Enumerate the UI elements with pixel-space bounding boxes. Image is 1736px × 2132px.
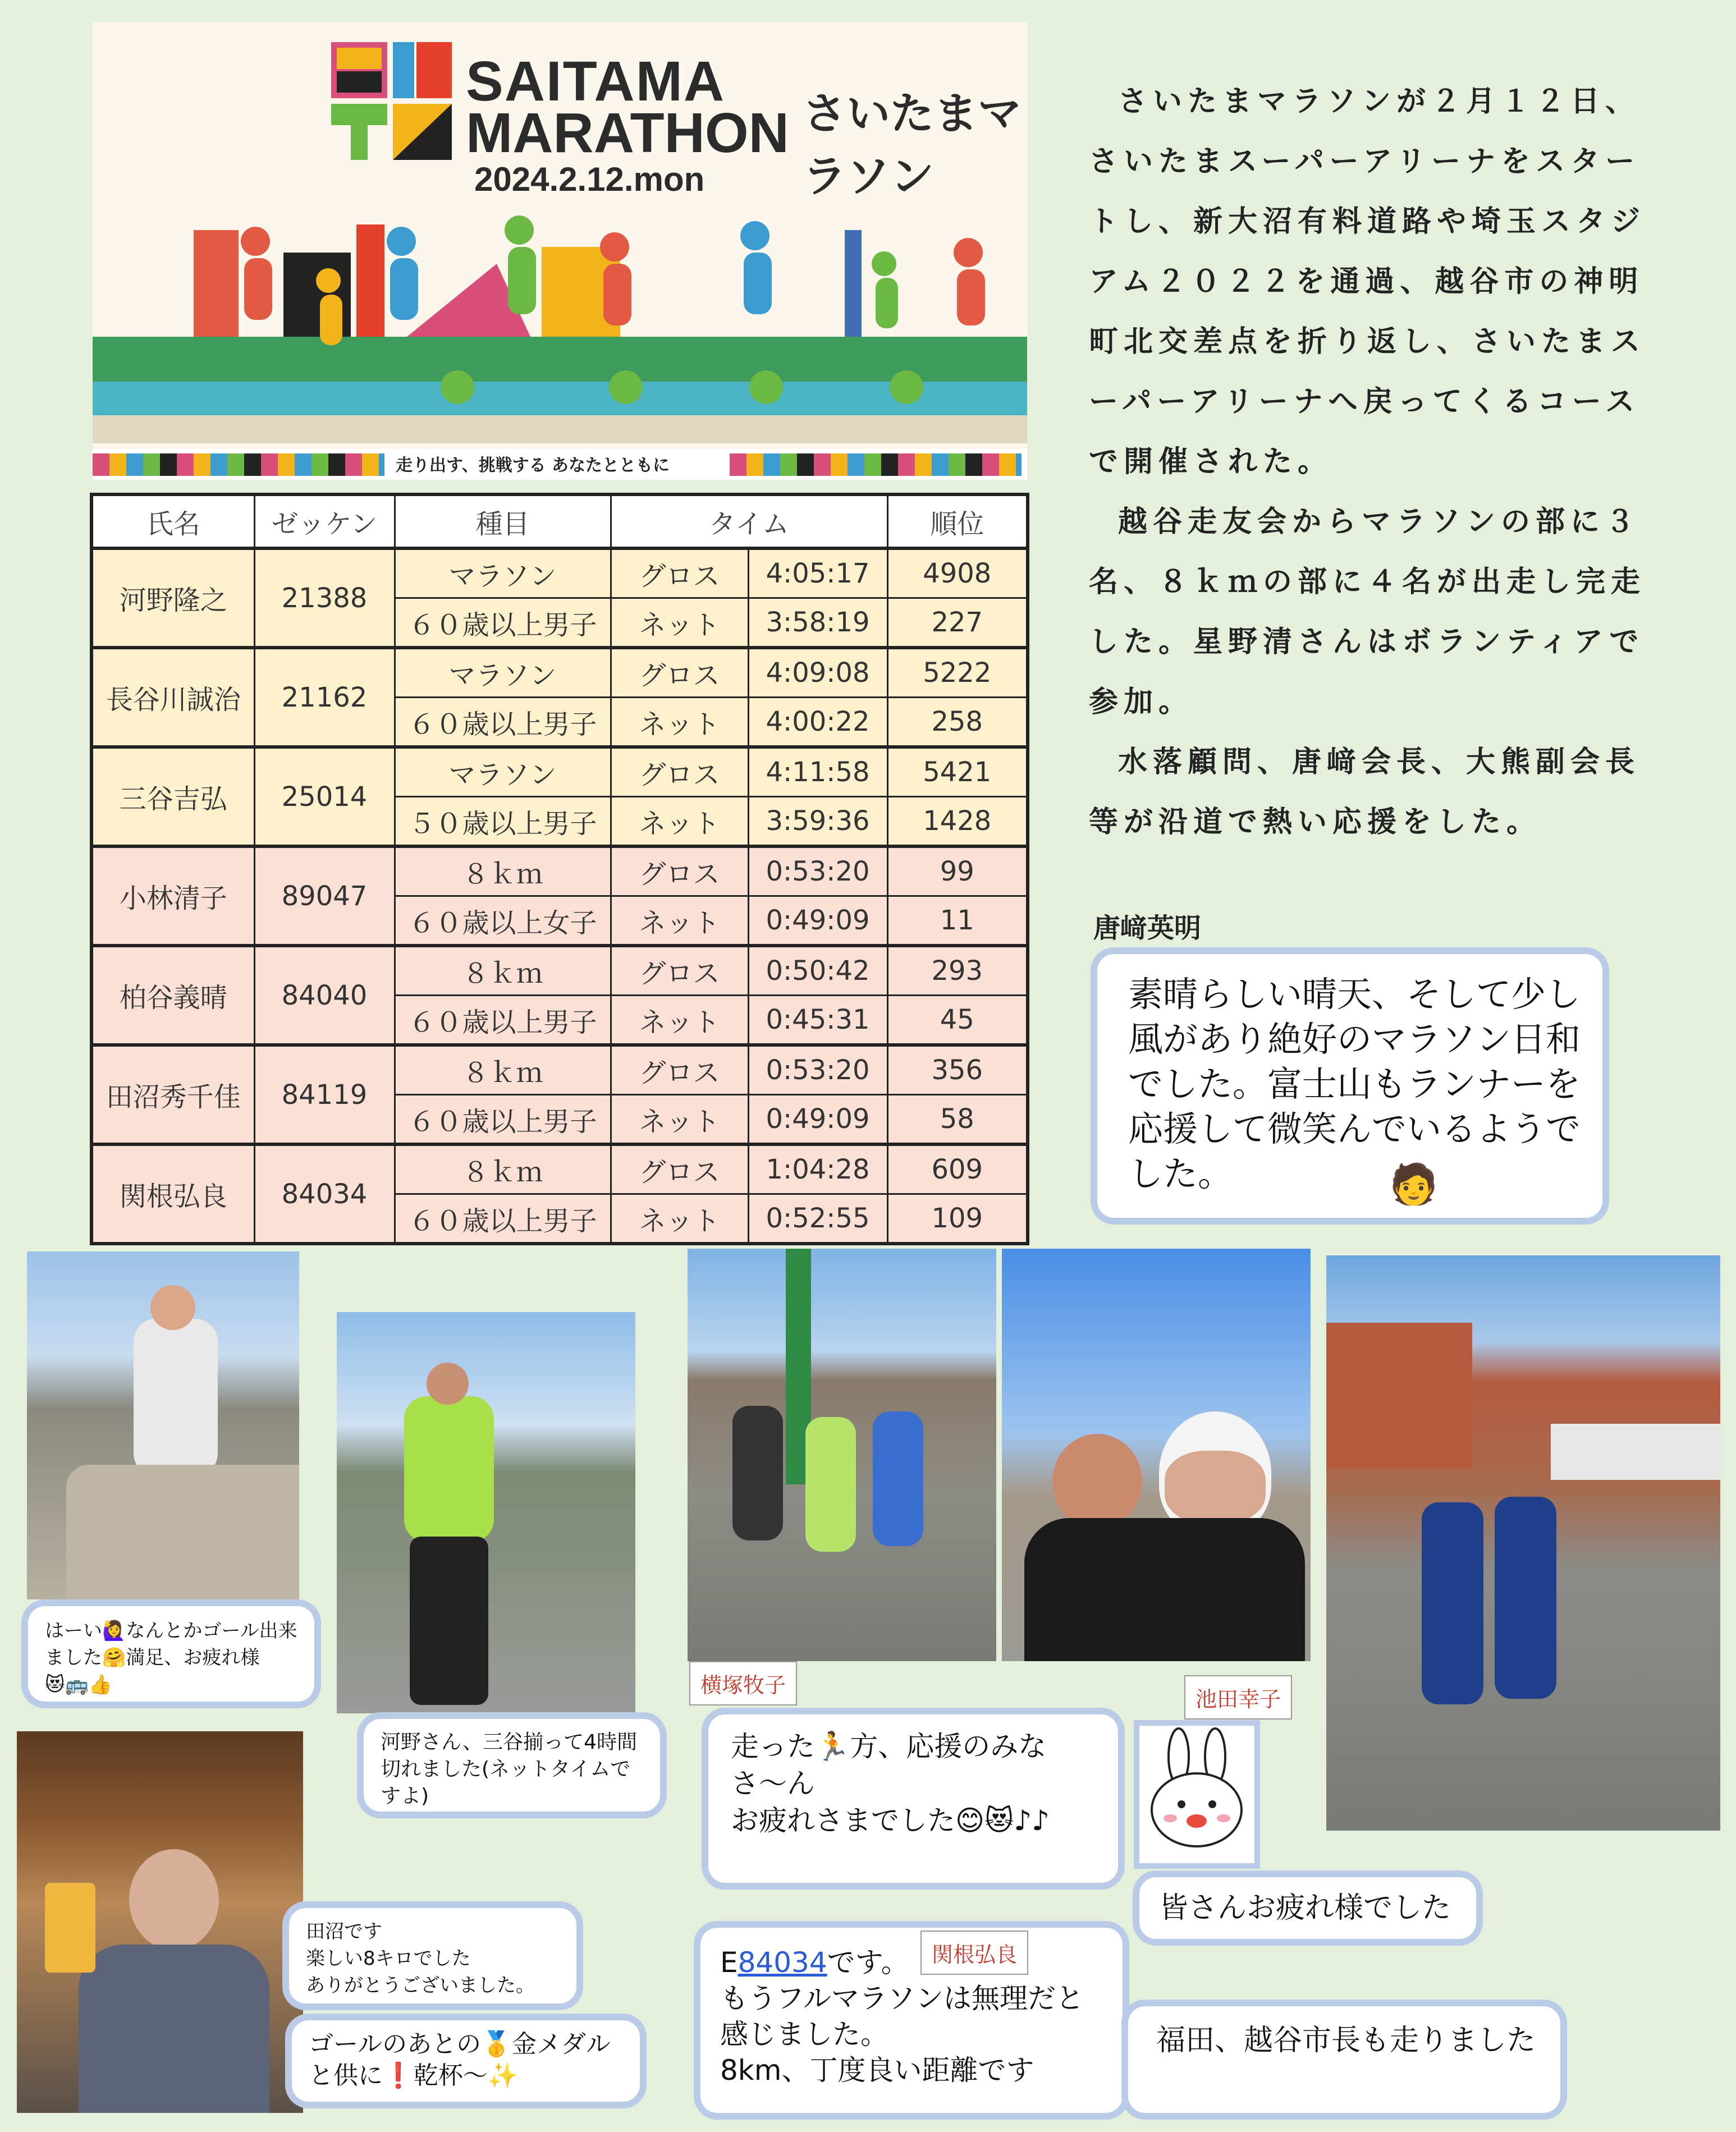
chat-text: 皆さんお疲れ様でした — [1159, 1891, 1451, 1925]
runner-legs — [410, 1537, 488, 1705]
photo-runner-seated — [27, 1251, 299, 1599]
gross-label: グロス — [611, 846, 748, 896]
runner-bib: 89047 — [254, 846, 395, 946]
chat-text: もうフルマラソンは無理だと感じました。 8km、丁度良い距離です — [720, 1982, 1084, 2087]
rabbit-icon — [1139, 1726, 1254, 1863]
result-group — [91, 1045, 1028, 1144]
commenter-name: 唐﨑英明 — [1093, 913, 1202, 944]
chat-text: です。 — [827, 1946, 909, 1979]
result-group — [91, 946, 1028, 1045]
poster-title-jp: さいたまマラソン — [803, 89, 1022, 201]
runner-name: 関根弘良 — [91, 1144, 254, 1244]
result-group — [91, 548, 1028, 648]
table-row — [91, 747, 1028, 797]
net-time: 4:00:22 — [748, 698, 887, 748]
table-row — [91, 846, 1028, 896]
table-header-row — [91, 494, 1028, 548]
stone-wall — [66, 1465, 299, 1599]
chat-text: 素晴らしい晴天、そして少し風があり絶好のマラソン日和でした。富士山もランナーを応援して微笑んでいるようでした。 — [1128, 974, 1581, 1194]
beer-mug — [45, 1883, 95, 1973]
runner-event: ８ｋｍ — [395, 1144, 611, 1194]
commenter-name-tag: 横塚牧子 — [689, 1661, 797, 1705]
gross-rank: 293 — [887, 946, 1028, 996]
table-row — [91, 1045, 1028, 1095]
runner-name: 長谷川誠治 — [91, 648, 254, 747]
table-row — [91, 548, 1028, 598]
results-table — [90, 493, 1029, 1245]
runner-bib: 21388 — [254, 548, 395, 648]
article-paragraph: 水落顧問、唐﨑会長、大熊副会長等が沿道で熱い応援をした。 — [1089, 745, 1641, 839]
runner-bib: 84119 — [254, 1045, 395, 1144]
event-service-building — [1551, 1424, 1720, 1480]
gross-time: 4:11:58 — [748, 747, 887, 797]
net-label: ネット — [611, 896, 748, 946]
commenter-name-tag: 池田幸子 — [1184, 1675, 1292, 1720]
runner-figure — [873, 1411, 923, 1546]
gross-time: 0:50:42 — [748, 946, 887, 996]
photo-runners-street — [688, 1249, 996, 1661]
banner-logo-pattern-right — [730, 453, 1022, 476]
gross-rank: 5222 — [887, 648, 1028, 698]
result-group — [91, 747, 1028, 846]
commenter-name-tag: 関根弘良 — [920, 1931, 1028, 1975]
runner-figure — [1422, 1502, 1483, 1704]
gross-time: 1:04:28 — [748, 1144, 887, 1194]
runner-head — [427, 1363, 469, 1405]
table-row — [91, 946, 1028, 996]
poster-title-line1: SAITAMA — [466, 50, 726, 113]
runner-category: ６０歳以上女子 — [395, 896, 611, 946]
runner-event: マラソン — [395, 648, 611, 698]
runner-name: 田沼秀千佳 — [91, 1045, 254, 1144]
gross-label: グロス — [611, 1045, 748, 1095]
runner-bib: 84040 — [254, 946, 395, 1045]
chat-text: 田沼です 楽しい8キロでした ありがとうございました。 — [306, 1920, 535, 1997]
net-time: 0:49:09 — [748, 896, 887, 946]
saitama-marathon-logo — [331, 42, 452, 160]
net-label: ネット — [611, 1194, 748, 1244]
person-face — [1165, 1451, 1266, 1524]
net-label: ネット — [611, 698, 748, 748]
runner-category: ６０歳以上男子 — [395, 598, 611, 648]
net-rank: 227 — [887, 598, 1028, 648]
runner-name: 河野隆之 — [91, 548, 254, 648]
runner-figure — [805, 1417, 856, 1552]
rabbit-sticker — [1139, 1726, 1254, 1863]
runner-category: ６０歳以上男子 — [395, 1194, 611, 1244]
gross-time: 4:09:08 — [748, 648, 887, 698]
runner-figure — [404, 1396, 494, 1542]
gross-time: 0:53:20 — [748, 1045, 887, 1095]
chat-text: ゴールのあとの🥇金メダルと供に❗乾杯〜✨ — [309, 2030, 611, 2090]
smile-emoji-icon: 🧑 — [1389, 1161, 1439, 1207]
runner-event: ８ｋｍ — [395, 1045, 611, 1095]
runner-event: ８ｋｍ — [395, 946, 611, 996]
runner-name: 小林清子 — [91, 846, 254, 946]
poster-title-line2: MARATHON — [466, 102, 789, 164]
runner-bib: 25014 — [254, 747, 395, 846]
gross-rank: 356 — [887, 1045, 1028, 1095]
photo-runners-turnpoint — [1326, 1255, 1720, 1831]
runner-event: ８ｋｍ — [395, 846, 611, 896]
person-body — [79, 1945, 269, 2113]
net-label: ネット — [611, 598, 748, 648]
chat-bubble — [1097, 954, 1602, 1218]
chat-bubble — [700, 1928, 1123, 2113]
net-rank: 58 — [887, 1095, 1028, 1145]
chat-text: はーい🙋‍♀️なんとかゴール出来ました🤗満足、お疲れ様 😻🚌👍 — [45, 1620, 297, 1696]
poster-tagline: 走り出す、挑戦する あなたとともに — [396, 456, 670, 475]
bib-link[interactable]: 84034 — [738, 1946, 827, 1979]
runner-category: ６０歳以上男子 — [395, 1095, 611, 1145]
header-rank: 順位 — [887, 494, 1028, 548]
gross-time: 0:53:20 — [748, 846, 887, 896]
net-time: 0:52:55 — [748, 1194, 887, 1244]
article-body — [1089, 72, 1650, 852]
net-time: 0:49:09 — [748, 1095, 887, 1145]
runner-name: 三谷吉弘 — [91, 747, 254, 846]
runner-figure — [1495, 1497, 1556, 1699]
chat-bubble — [292, 2020, 640, 2102]
runner-head — [150, 1285, 195, 1330]
runner-event: マラソン — [395, 747, 611, 797]
header-name: 氏名 — [91, 494, 254, 548]
banner-logo-pattern-left — [93, 453, 384, 476]
runner-event: マラソン — [395, 548, 611, 598]
result-group — [91, 648, 1028, 747]
runner-bib: 84034 — [254, 1144, 395, 1244]
gross-rank: 99 — [887, 846, 1028, 896]
gross-label: グロス — [611, 946, 748, 996]
runner-figure — [134, 1319, 218, 1476]
gross-label: グロス — [611, 1144, 748, 1194]
net-label: ネット — [611, 1095, 748, 1145]
net-rank: 109 — [887, 1194, 1028, 1244]
net-time: 3:59:36 — [748, 797, 887, 847]
gross-rank: 609 — [887, 1144, 1028, 1194]
gross-label: グロス — [611, 747, 748, 797]
chat-bubble — [289, 1908, 576, 2003]
table-row — [91, 1144, 1028, 1194]
person-body — [1024, 1518, 1305, 1661]
marathon-poster — [93, 22, 1027, 480]
poster-banner — [93, 449, 1027, 480]
runner-category: ６０歳以上男子 — [395, 698, 611, 748]
runner-category: ５０歳以上男子 — [395, 797, 611, 847]
result-group — [91, 846, 1028, 946]
brick-building — [1326, 1323, 1472, 1469]
table-row — [91, 648, 1028, 698]
poster-date: 2024.2.12.mon — [474, 161, 705, 198]
net-rank: 11 — [887, 896, 1028, 946]
gross-label: グロス — [611, 548, 748, 598]
runner-figure — [732, 1406, 783, 1540]
chat-text: 走った🏃方、応援のみなさ〜ん お疲れさまでした😊😻♪♪ — [731, 1730, 1050, 1837]
chat-text: 福田、越谷市長も走りました — [1156, 2024, 1536, 2057]
chat-text-prefix: E — [720, 1946, 738, 1979]
result-group — [91, 1144, 1028, 1244]
header-bib: ゼッケン — [254, 494, 395, 548]
net-rank: 258 — [887, 698, 1028, 748]
person-head — [1052, 1434, 1142, 1529]
runner-name: 柏谷義晴 — [91, 946, 254, 1045]
runner-bib: 21162 — [254, 648, 395, 747]
chat-bubble — [1139, 1877, 1476, 1939]
net-label: ネット — [611, 996, 748, 1046]
person-head — [129, 1849, 219, 1950]
net-rank: 45 — [887, 996, 1028, 1046]
net-time: 3:58:19 — [748, 598, 887, 648]
net-rank: 1428 — [887, 797, 1028, 847]
article-paragraph: さいたまマラソンが２月１２日、さいたまスーパーアリーナをスタートし、新大沼有料道路や埼玉スタジアム２０２２を通過、越谷市の神明町北交差点を折り返し、さいたまスーパーアリーナへ戻ってくるコースで開催された。 — [1089, 85, 1646, 479]
chat-bubble — [364, 1719, 660, 1812]
header-event: 種目 — [395, 494, 611, 548]
runners-illustration — [93, 208, 1027, 443]
chat-bubble — [708, 1714, 1118, 1883]
net-label: ネット — [611, 797, 748, 847]
header-time: タイム — [611, 494, 887, 548]
net-time: 0:45:31 — [748, 996, 887, 1046]
chat-bubble — [1128, 2006, 1560, 2113]
photo-beer-toast — [17, 1731, 303, 2113]
article-paragraph: 越谷走友会からマラソンの部に３名、８ｋｍの部に４名が出走し完走した。星野清さんはボランティアで参加。 — [1089, 505, 1646, 719]
chat-bubble — [28, 1606, 314, 1702]
runner-category: ６０歳以上男子 — [395, 996, 611, 1046]
photo-runner-finish — [337, 1312, 635, 1713]
photo-supporters-selfie — [1002, 1249, 1311, 1661]
gross-label: グロス — [611, 648, 748, 698]
gross-rank: 5421 — [887, 747, 1028, 797]
gross-rank: 4908 — [887, 548, 1028, 598]
gross-time: 4:05:17 — [748, 548, 887, 598]
chat-text: 河野さん、三谷揃って4時間切れました(ネットタイムですよ) — [381, 1731, 638, 1808]
